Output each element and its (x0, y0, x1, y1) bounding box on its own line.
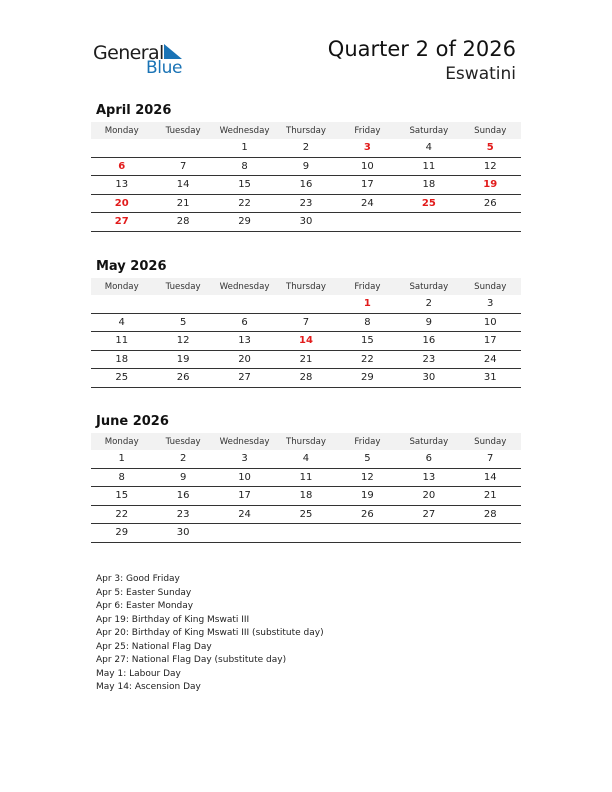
day-cell: 12 (483, 160, 497, 172)
day-cell: 6 (425, 453, 432, 465)
weekday-header (91, 122, 521, 139)
day-cell: 1 (118, 453, 125, 465)
holiday-note: Apr 3: Good Friday (96, 574, 180, 584)
day-cell: 27 (238, 372, 251, 384)
day-cell: 16 (176, 490, 190, 502)
week-row (91, 369, 521, 388)
weekday-label: Saturday (409, 125, 449, 136)
weekday-label: Saturday (409, 436, 449, 447)
generalblue-logo (93, 40, 193, 80)
holiday-note: Apr 6: Easter Monday (96, 601, 194, 611)
day-cell: 23 (176, 508, 190, 520)
holiday-note: May 1: Labour Day (96, 668, 181, 679)
day-cell: 26 (361, 508, 374, 520)
day-cell: 8 (241, 160, 248, 172)
week-row (91, 506, 521, 525)
day-cell: 21 (483, 490, 497, 502)
weekday-label: Monday (104, 281, 139, 292)
month-grid (91, 295, 521, 388)
day-cell: 19 (483, 179, 498, 191)
week-row (91, 487, 521, 506)
day-cell: 2 (302, 142, 310, 154)
day-cell: 20 (238, 353, 251, 365)
day-cell: 18 (299, 490, 313, 502)
week-row (91, 176, 521, 195)
day-cell: 3 (487, 298, 494, 310)
week-row (91, 332, 521, 351)
day-cell: 7 (179, 160, 187, 172)
weekday-label: Friday (354, 281, 381, 292)
day-cell: 30 (422, 372, 436, 384)
day-cell: 29 (361, 372, 374, 384)
day-cell: 5 (179, 316, 187, 328)
day-cell: 20 (114, 197, 129, 209)
day-cell: 17 (238, 490, 251, 502)
day-cell: 14 (483, 471, 497, 483)
holiday-note: May 14: Ascension Day (96, 682, 201, 692)
weekday-label: Wednesday (219, 125, 270, 136)
day-cell: 12 (361, 471, 374, 483)
day-cell: 24 (238, 508, 251, 520)
weekday-label: Tuesday (165, 125, 201, 136)
day-cell: 8 (118, 471, 125, 483)
day-cell: 22 (361, 353, 374, 365)
day-cell: 20 (422, 490, 436, 502)
day-cell: 14 (176, 179, 190, 191)
day-cell: 3 (241, 453, 248, 465)
day-cell: 5 (486, 142, 494, 154)
day-cell: 25 (299, 508, 313, 520)
day-cell: 30 (176, 527, 190, 539)
weekday-label: Sunday (474, 125, 507, 136)
day-cell: 23 (299, 197, 313, 209)
day-cell: 27 (114, 216, 129, 228)
day-cell: 24 (483, 353, 497, 365)
day-cell: 6 (118, 160, 126, 172)
weekday-label: Monday (104, 125, 139, 136)
weekday-label: Thursday (285, 436, 326, 447)
day-cell: 19 (361, 490, 374, 502)
week-row (91, 295, 521, 314)
day-cell: 16 (299, 179, 313, 191)
day-cell: 28 (176, 216, 190, 228)
day-cell: 11 (422, 160, 436, 172)
day-cell: 18 (422, 179, 436, 191)
weekday-header (91, 278, 521, 295)
day-cell: 11 (115, 335, 129, 347)
week-row (91, 314, 521, 333)
day-cell: 14 (299, 335, 313, 347)
day-cell: 1 (241, 142, 248, 154)
day-cell: 22 (115, 508, 129, 520)
week-row (91, 158, 521, 177)
day-cell: 17 (361, 179, 374, 191)
logo-word-general: General (93, 42, 164, 64)
week-row (91, 469, 521, 488)
day-cell: 28 (483, 508, 497, 520)
day-cell: 30 (299, 216, 313, 228)
day-cell: 13 (115, 179, 129, 191)
day-cell: 22 (238, 197, 251, 209)
day-cell: 4 (118, 316, 125, 328)
weekday-header (91, 433, 521, 450)
day-cell: 25 (421, 197, 436, 209)
day-cell: 2 (425, 298, 432, 310)
day-cell: 7 (302, 316, 310, 328)
day-cell: 15 (115, 490, 129, 502)
day-cell: 2 (179, 453, 187, 465)
month-april (91, 103, 521, 232)
day-cell: 29 (115, 527, 129, 539)
day-cell: 1 (363, 298, 371, 310)
day-cell: 26 (483, 197, 497, 209)
month-title: April 2026 (96, 103, 172, 118)
weekday-label: Friday (354, 125, 381, 136)
day-cell: 28 (299, 372, 313, 384)
week-row (91, 195, 521, 214)
day-cell: 10 (361, 160, 374, 172)
month-grid (91, 139, 521, 232)
day-cell: 21 (176, 197, 190, 209)
month-title: May 2026 (96, 259, 167, 274)
weekday-label: Thursday (285, 125, 326, 136)
day-cell: 3 (363, 142, 371, 154)
day-cell: 16 (422, 335, 436, 347)
weekday-label: Monday (104, 436, 139, 447)
day-cell: 15 (238, 179, 251, 191)
weekday-label: Saturday (409, 281, 449, 292)
logo-word-blue: Blue (146, 58, 183, 78)
weekday-label: Tuesday (165, 281, 201, 292)
week-row (91, 450, 521, 469)
weekday-label: Sunday (474, 436, 507, 447)
day-cell: 12 (176, 335, 190, 347)
day-cell: 4 (302, 453, 310, 465)
day-cell: 26 (176, 372, 190, 384)
week-row (91, 351, 521, 370)
day-cell: 21 (299, 353, 313, 365)
day-cell: 9 (302, 160, 310, 172)
weekday-label: Friday (354, 436, 381, 447)
day-cell: 17 (483, 335, 497, 347)
week-row (91, 524, 521, 543)
holiday-note: Apr 27: National Flag Day (substitute day) (96, 655, 287, 665)
day-cell: 31 (483, 372, 497, 384)
weekday-label: Tuesday (165, 436, 201, 447)
day-cell: 29 (238, 216, 251, 228)
day-cell: 15 (361, 335, 374, 347)
day-cell: 9 (425, 316, 432, 328)
day-cell: 24 (361, 197, 374, 209)
weekday-label: Thursday (285, 281, 326, 292)
day-cell: 8 (364, 316, 371, 328)
holiday-note: Apr 20: Birthday of King Mswati III (substitute day) (96, 628, 324, 638)
day-cell: 23 (422, 353, 436, 365)
day-cell: 6 (241, 316, 248, 328)
month-grid (91, 450, 521, 543)
weekday-label: Wednesday (219, 281, 270, 292)
day-cell: 11 (299, 471, 313, 483)
day-cell: 10 (483, 316, 497, 328)
month-title: June 2026 (96, 414, 169, 429)
holiday-note: Apr 25: National Flag Day (96, 641, 212, 652)
day-cell: 4 (425, 142, 432, 154)
month-june (91, 414, 521, 543)
page-title: Quarter 2 of 2026 (327, 37, 516, 61)
day-cell: 9 (179, 471, 187, 483)
holiday-note: Apr 19: Birthday of King Mswati III (96, 614, 250, 625)
holiday-note: Apr 5: Easter Sunday (96, 587, 192, 598)
day-cell: 27 (422, 508, 436, 520)
day-cell: 10 (238, 471, 251, 483)
day-cell: 18 (115, 353, 129, 365)
day-cell: 13 (238, 335, 251, 347)
day-cell: 5 (364, 453, 371, 465)
day-cell: 25 (115, 372, 129, 384)
weekday-label: Wednesday (219, 436, 270, 447)
month-may (91, 259, 521, 388)
week-row (91, 139, 521, 158)
day-cell: 13 (422, 471, 436, 483)
day-cell: 19 (176, 353, 190, 365)
country-name: Eswatini (445, 64, 516, 84)
weekday-label: Sunday (474, 281, 507, 292)
holiday-list (96, 573, 324, 695)
day-cell: 7 (487, 453, 494, 465)
week-row (91, 213, 521, 232)
